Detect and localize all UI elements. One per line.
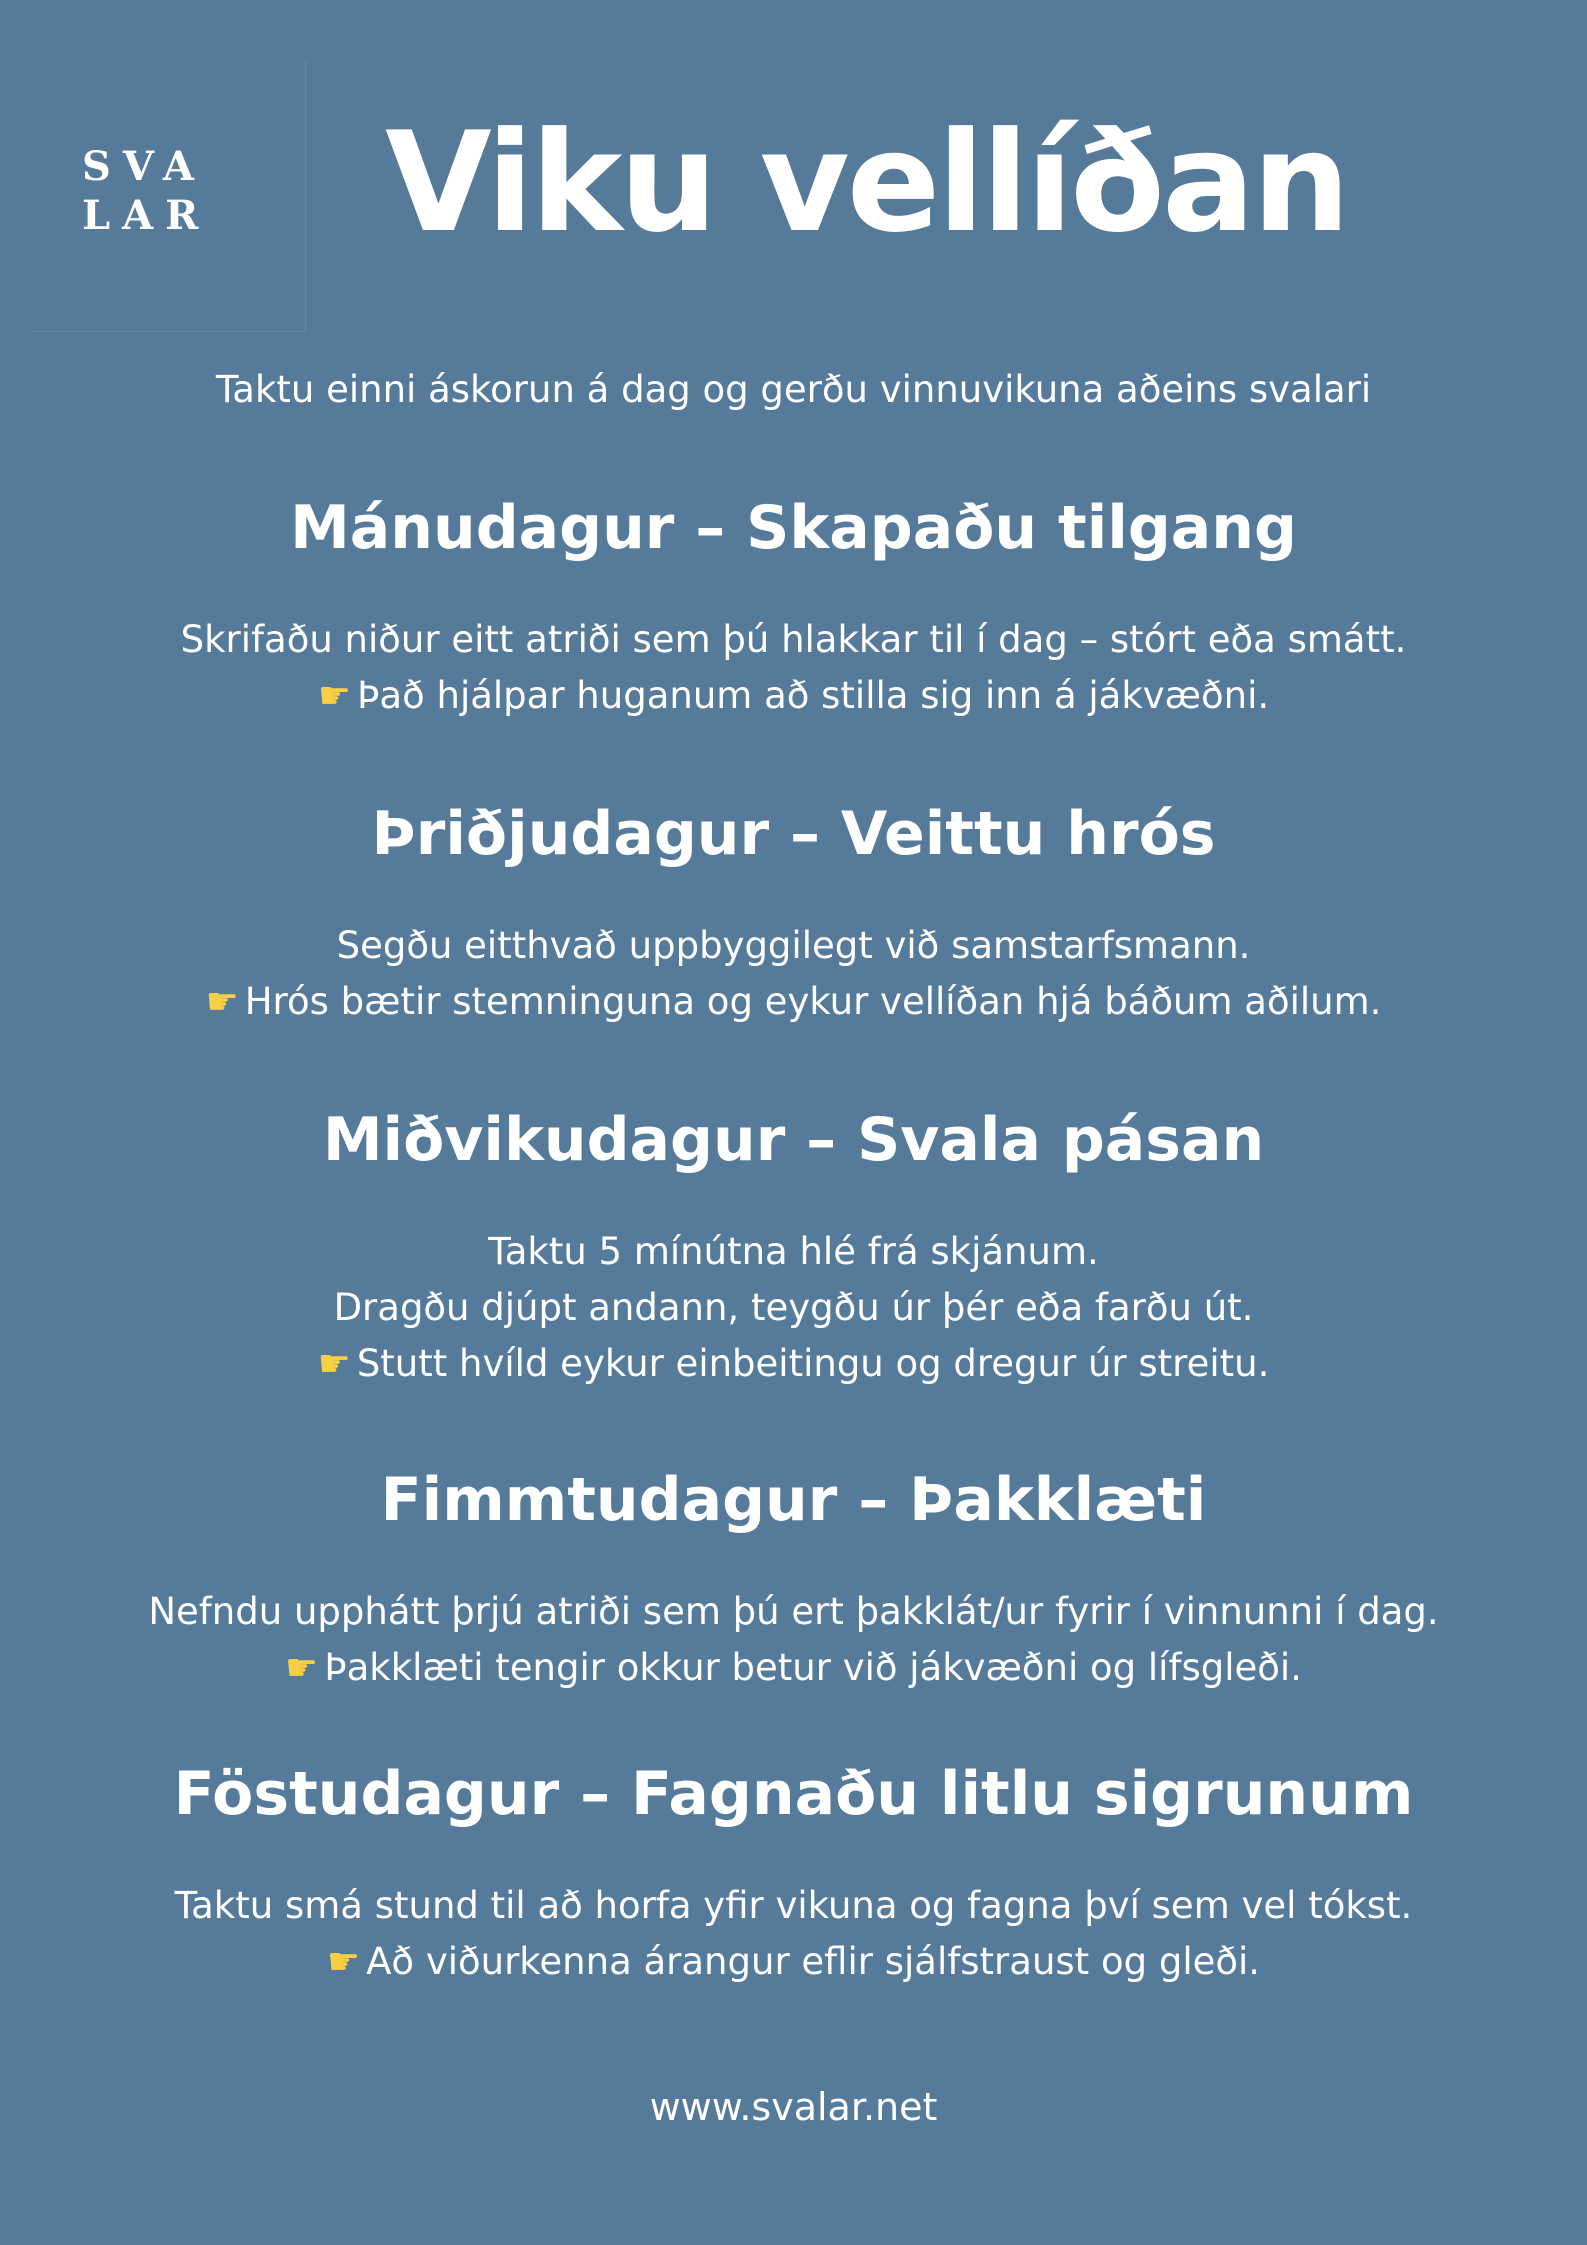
day-tip [0, 668, 1587, 724]
page-title: Viku vellíðan [385, 102, 1348, 263]
day-line: Taktu 5 mínútna hlé frá skjánum. [488, 1230, 1099, 1273]
day-line: Taktu smá stund til að horfa yfir vikuna og fagna því sem vel tókst. [174, 1884, 1413, 1927]
logo-line-2: LAR [82, 192, 211, 239]
day-tip [0, 1336, 1587, 1392]
pointing-hand-icon: ☛ [326, 1940, 361, 1983]
day-tip-text: Stutt hvíld eykur einbeitingu og dregur úr streitu. [356, 1342, 1270, 1385]
day-line: Dragðu djúpt andann, teygðu úr þér eða farðu út. [333, 1286, 1254, 1329]
pointing-hand-icon: ☛ [285, 1646, 319, 1689]
page-subtitle: Taktu einni áskorun á dag og gerðu vinnuvikuna aðeins svalari [215, 368, 1372, 411]
day-body-friday [0, 1878, 1587, 1990]
brand-logo [82, 142, 210, 240]
day-body-tuesday [0, 918, 1587, 1030]
day-title-wednesday: Miðvikudagur – Svala pásan [322, 1105, 1265, 1175]
day-tip-text: Að viðurkenna árangur eflir sjálfstraust og gleði. [366, 1940, 1261, 1983]
day-title-monday: Mánudagur – Skapaðu tilgang [290, 493, 1297, 563]
day-line: Nefndu upphátt þrjú atriði sem þú ert þakklát/ur fyrir í vinnunni í dag. [148, 1590, 1439, 1633]
day-tip [0, 1934, 1587, 1990]
day-title-friday: Föstudagur – Fagnaðu litlu sigrunum [173, 1759, 1414, 1829]
day-tip-text: Hrós bætir stemninguna og eykur vellíðan hjá báðum aðilum. [244, 980, 1382, 1023]
day-line: Skrifaðu niður eitt atriði sem þú hlakkar til í dag – stórt eða smátt. [180, 618, 1407, 661]
pointing-hand-icon: ☛ [205, 980, 239, 1023]
day-body-wednesday [0, 1224, 1587, 1392]
day-body-monday [0, 612, 1587, 724]
pointing-hand-icon: ☛ [317, 674, 352, 717]
footer-website-link[interactable]: www.svalar.net [649, 2085, 938, 2129]
day-tip-text: Þakklæti tengir okkur betur við jákvæðni og lífsgleði. [324, 1646, 1302, 1689]
day-title-tuesday: Þriðjudagur – Veittu hrós [371, 799, 1216, 869]
day-tip [0, 1640, 1587, 1696]
pointing-hand-icon: ☛ [317, 1342, 351, 1385]
day-line: Segðu eitthvað uppbyggilegt við samstarfsmann. [336, 924, 1251, 967]
day-body-thursday [0, 1584, 1587, 1696]
day-tip [0, 974, 1587, 1030]
day-title-thursday: Fimmtudagur – Þakklæti [380, 1465, 1207, 1535]
logo-line-1: SVA [82, 143, 206, 190]
day-tip-text: Það hjálpar huganum að stilla sig inn á jákvæðni. [357, 674, 1270, 717]
